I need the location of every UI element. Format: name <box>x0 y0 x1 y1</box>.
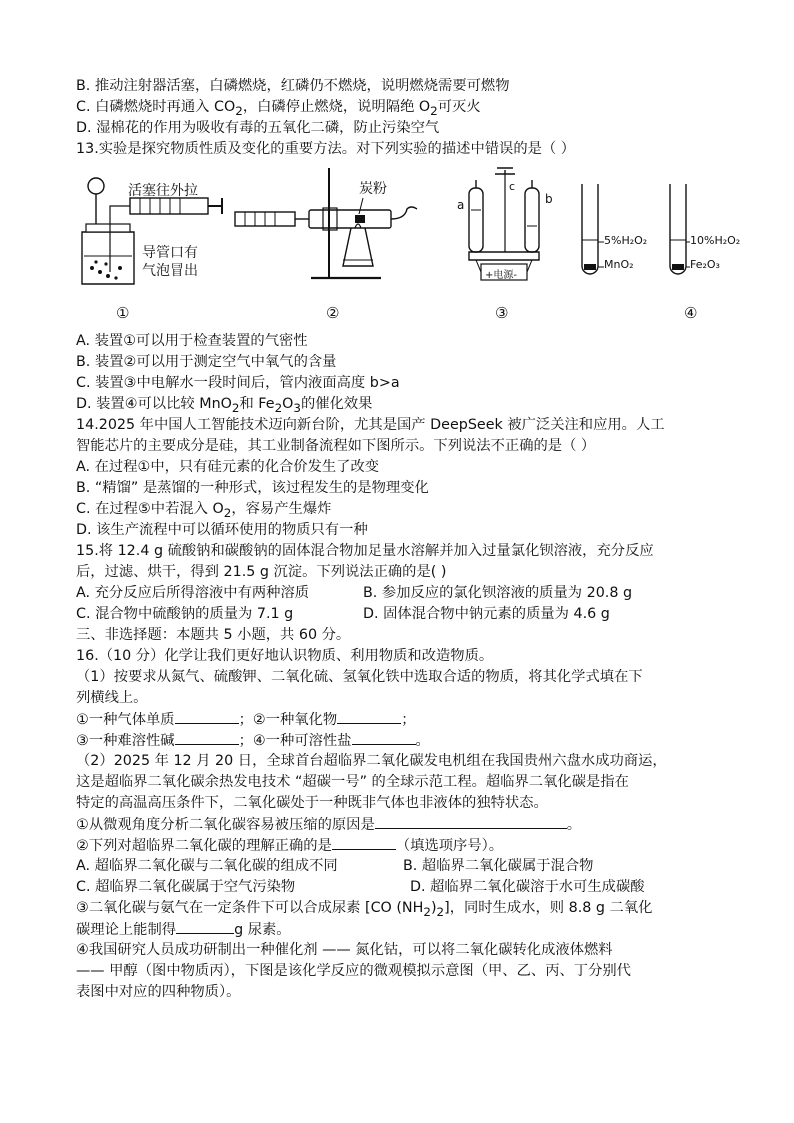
funnel-c-label: c <box>509 180 516 193</box>
bubble-label-1: 导管口有 <box>142 245 198 261</box>
carbon-powder-label: 炭粉 <box>359 181 387 197</box>
q14-option-d: D. 该生产流程中可以循环使用的物质只有一种 <box>76 522 368 538</box>
q16-option-d: D. 超临界二氧化碳溶于水可生成碳酸 <box>410 879 645 895</box>
q14-option-c: C. 在过程⑤中若混入 $O_2$，容易产生爆炸 <box>76 501 332 520</box>
bubble-label-2: 气泡冒出 <box>142 263 198 279</box>
question-14-line-1: 14.2025 年中国人工智能技术迈向新台阶，尤其是国产 DeepSeek 被广泛关注和应用。人工 <box>76 417 665 433</box>
q13-option-d: D. 装置④可以比较 MnO$_2$和 $Fe_2O_3$的催化效果 <box>76 396 373 415</box>
apparatus-1 <box>76 160 226 322</box>
option-d-phosphorus: D. 湿棉花的作用为吸收有毒的五氧化二磷，防止污染空气 <box>76 120 440 136</box>
section-3-heading: 三、非选择题：本题共 5 小题，共 60 分。 <box>76 627 351 643</box>
option-c-phosphorus: C. 白磷燃烧时再通入 $CO_2$，白磷停止燃烧，说明隔绝 $O_2$可灭火 <box>76 99 481 118</box>
q13-option-b: B. 装置②可以用于测定空气中氧气的含量 <box>76 354 337 370</box>
q16-sub-3-line-1: ③二氧化碳与氨气在一定条件下可以合成尿素 [CO $(NH_2)_2$]，同时生成水，则 8.8 g 二氧化 <box>76 900 653 919</box>
q16-sub-4-line-3: 表图中对应的四种物质）。 <box>76 984 241 1000</box>
q16-part1-line-1: （1）按要求从氮气、硫酸钾、二氧化硫、氢氧化铁中选取合适的物质，将其化学式填在下 <box>76 669 643 685</box>
h2o2-10-label: 10%H₂O₂ <box>690 234 741 247</box>
q16-sub-3-line-2: 碳理论上能制得 g 尿素。 <box>76 919 291 940</box>
h2o2-5-label: 5%H₂O₂ <box>604 234 648 247</box>
q16-part2-line-1: （2）2025 年 12 月 20 日，全球首台超临界二氧化碳发电机组在我国贵州六盘水成功商运， <box>76 753 667 769</box>
figure-label-3: ③ <box>495 304 509 322</box>
tube-a-label: a <box>457 198 465 212</box>
power-supply-label: +电源- <box>485 270 517 281</box>
apparatus-3 <box>451 160 561 322</box>
q16-option-a: A. 超临界二氧化碳与二氧化碳的组成不同 <box>76 858 338 874</box>
q15-option-a: A. 充分反应后所得溶液中有两种溶质 <box>76 585 310 601</box>
answer-blank-compression-reason[interactable] <box>375 814 567 829</box>
tube-b-label: b <box>545 192 553 206</box>
q16-part2-line-2: 这是超临界二氧化碳余热发电技术 “超碳一号” 的全球示范工程。超临界二氧化碳是指在 <box>76 774 629 790</box>
question-15-line-1: 15.将 12.4 g 硫酸钠和碳酸钠的固体混合物加足量水溶解并加入过量氯化钡溶液，充分反应 <box>76 543 654 559</box>
answer-blank-urea-mass[interactable] <box>176 919 234 934</box>
q16-part1-line-2: 列横线上。 <box>76 690 148 706</box>
apparatus-2 <box>231 160 431 322</box>
q16-sub-4-line-1: ④我国研究人员成功研制出一种催化剂 —— 氮化钴，可以将二氧化碳转化成液体燃料 <box>76 942 613 958</box>
q16-sub-2: ②下列对超临界二氧化碳的理解正确的是 （填选项序号）。 <box>76 835 503 856</box>
q13-option-a: A. 装置①可以用于检查装置的气密性 <box>76 333 308 349</box>
figure-label-1: ① <box>116 304 130 322</box>
q15-option-c: C. 混合物中硫酸钠的质量为 7.1 g <box>76 606 294 622</box>
q16-blanks-row-2: ③一种难溶性碱 ；④一种可溶性盐 。 <box>76 730 430 751</box>
answer-blank-correct-option[interactable] <box>332 835 396 850</box>
mno2-label: MnO₂ <box>604 258 634 271</box>
q15-option-d: D. 固体混合物中钠元素的质量为 4.6 g <box>363 606 610 622</box>
q16-sub-1: ①从微观角度分析二氧化碳容易被压缩的原因是 。 <box>76 814 581 835</box>
answer-blank-gas-element[interactable] <box>175 709 239 724</box>
q16-sub-4-line-2: —— 甲醇（图中物质丙），下图是该化学反应的微观模拟示意图（甲、乙、丙、丁分别代 <box>76 963 631 979</box>
answer-blank-insoluble-base[interactable] <box>175 730 239 745</box>
option-b-phosphorus: B. 推动注射器活塞，白磷燃烧，红磷仍不燃烧，说明燃烧需要可燃物 <box>76 78 510 94</box>
answer-blank-soluble-salt[interactable] <box>352 730 416 745</box>
q13-option-c: C. 装置③中电解水一段时间后，管内液面高度 b>a <box>76 375 400 391</box>
q16-blanks-row-1: ①一种气体单质 ；②一种氧化物 ； <box>76 709 416 730</box>
experiment-figures <box>76 160 741 330</box>
piston-label: 活塞往外拉 <box>128 183 198 199</box>
q15-option-b: B. 参加反应的氯化钡溶液的质量为 20.8 g <box>363 585 633 601</box>
apparatus-4 <box>574 160 741 322</box>
figure-label-4: ④ <box>684 304 698 322</box>
q14-option-a: A. 在过程①中，只有硅元素的化合价发生了改变 <box>76 459 380 475</box>
q16-part2-line-3: 特定的高温高压条件下，二氧化碳处于一种既非气体也非液体的独特状态。 <box>76 795 548 811</box>
q16-option-c: C. 超临界二氧化碳属于空气污染物 <box>76 879 296 895</box>
question-16: 16.（10 分）化学让我们更好地认识物质、利用物质和改造物质。 <box>76 648 494 664</box>
question-14-line-2: 智能芯片的主要成分是硅，其工业制备流程如下图所示。下列说法不正确的是（ ） <box>76 438 596 454</box>
answer-blank-oxide[interactable] <box>337 709 401 724</box>
q16-option-b: B. 超临界二氧化碳属于混合物 <box>403 858 594 874</box>
question-13: 13.实验是探究物质性质及变化的重要方法。对下列实验的描述中错误的是（ ） <box>76 141 576 157</box>
q14-option-b: B. “精馏” 是蒸馏的一种形式，该过程发生的是物理变化 <box>76 480 429 496</box>
fe2o3-label: Fe₂O₃ <box>690 258 720 271</box>
question-15-line-2: 后，过滤、烘干，得到 21.5 g 沉淀。下列说法正确的是( ) <box>76 564 447 580</box>
figure-label-2: ② <box>326 304 340 322</box>
